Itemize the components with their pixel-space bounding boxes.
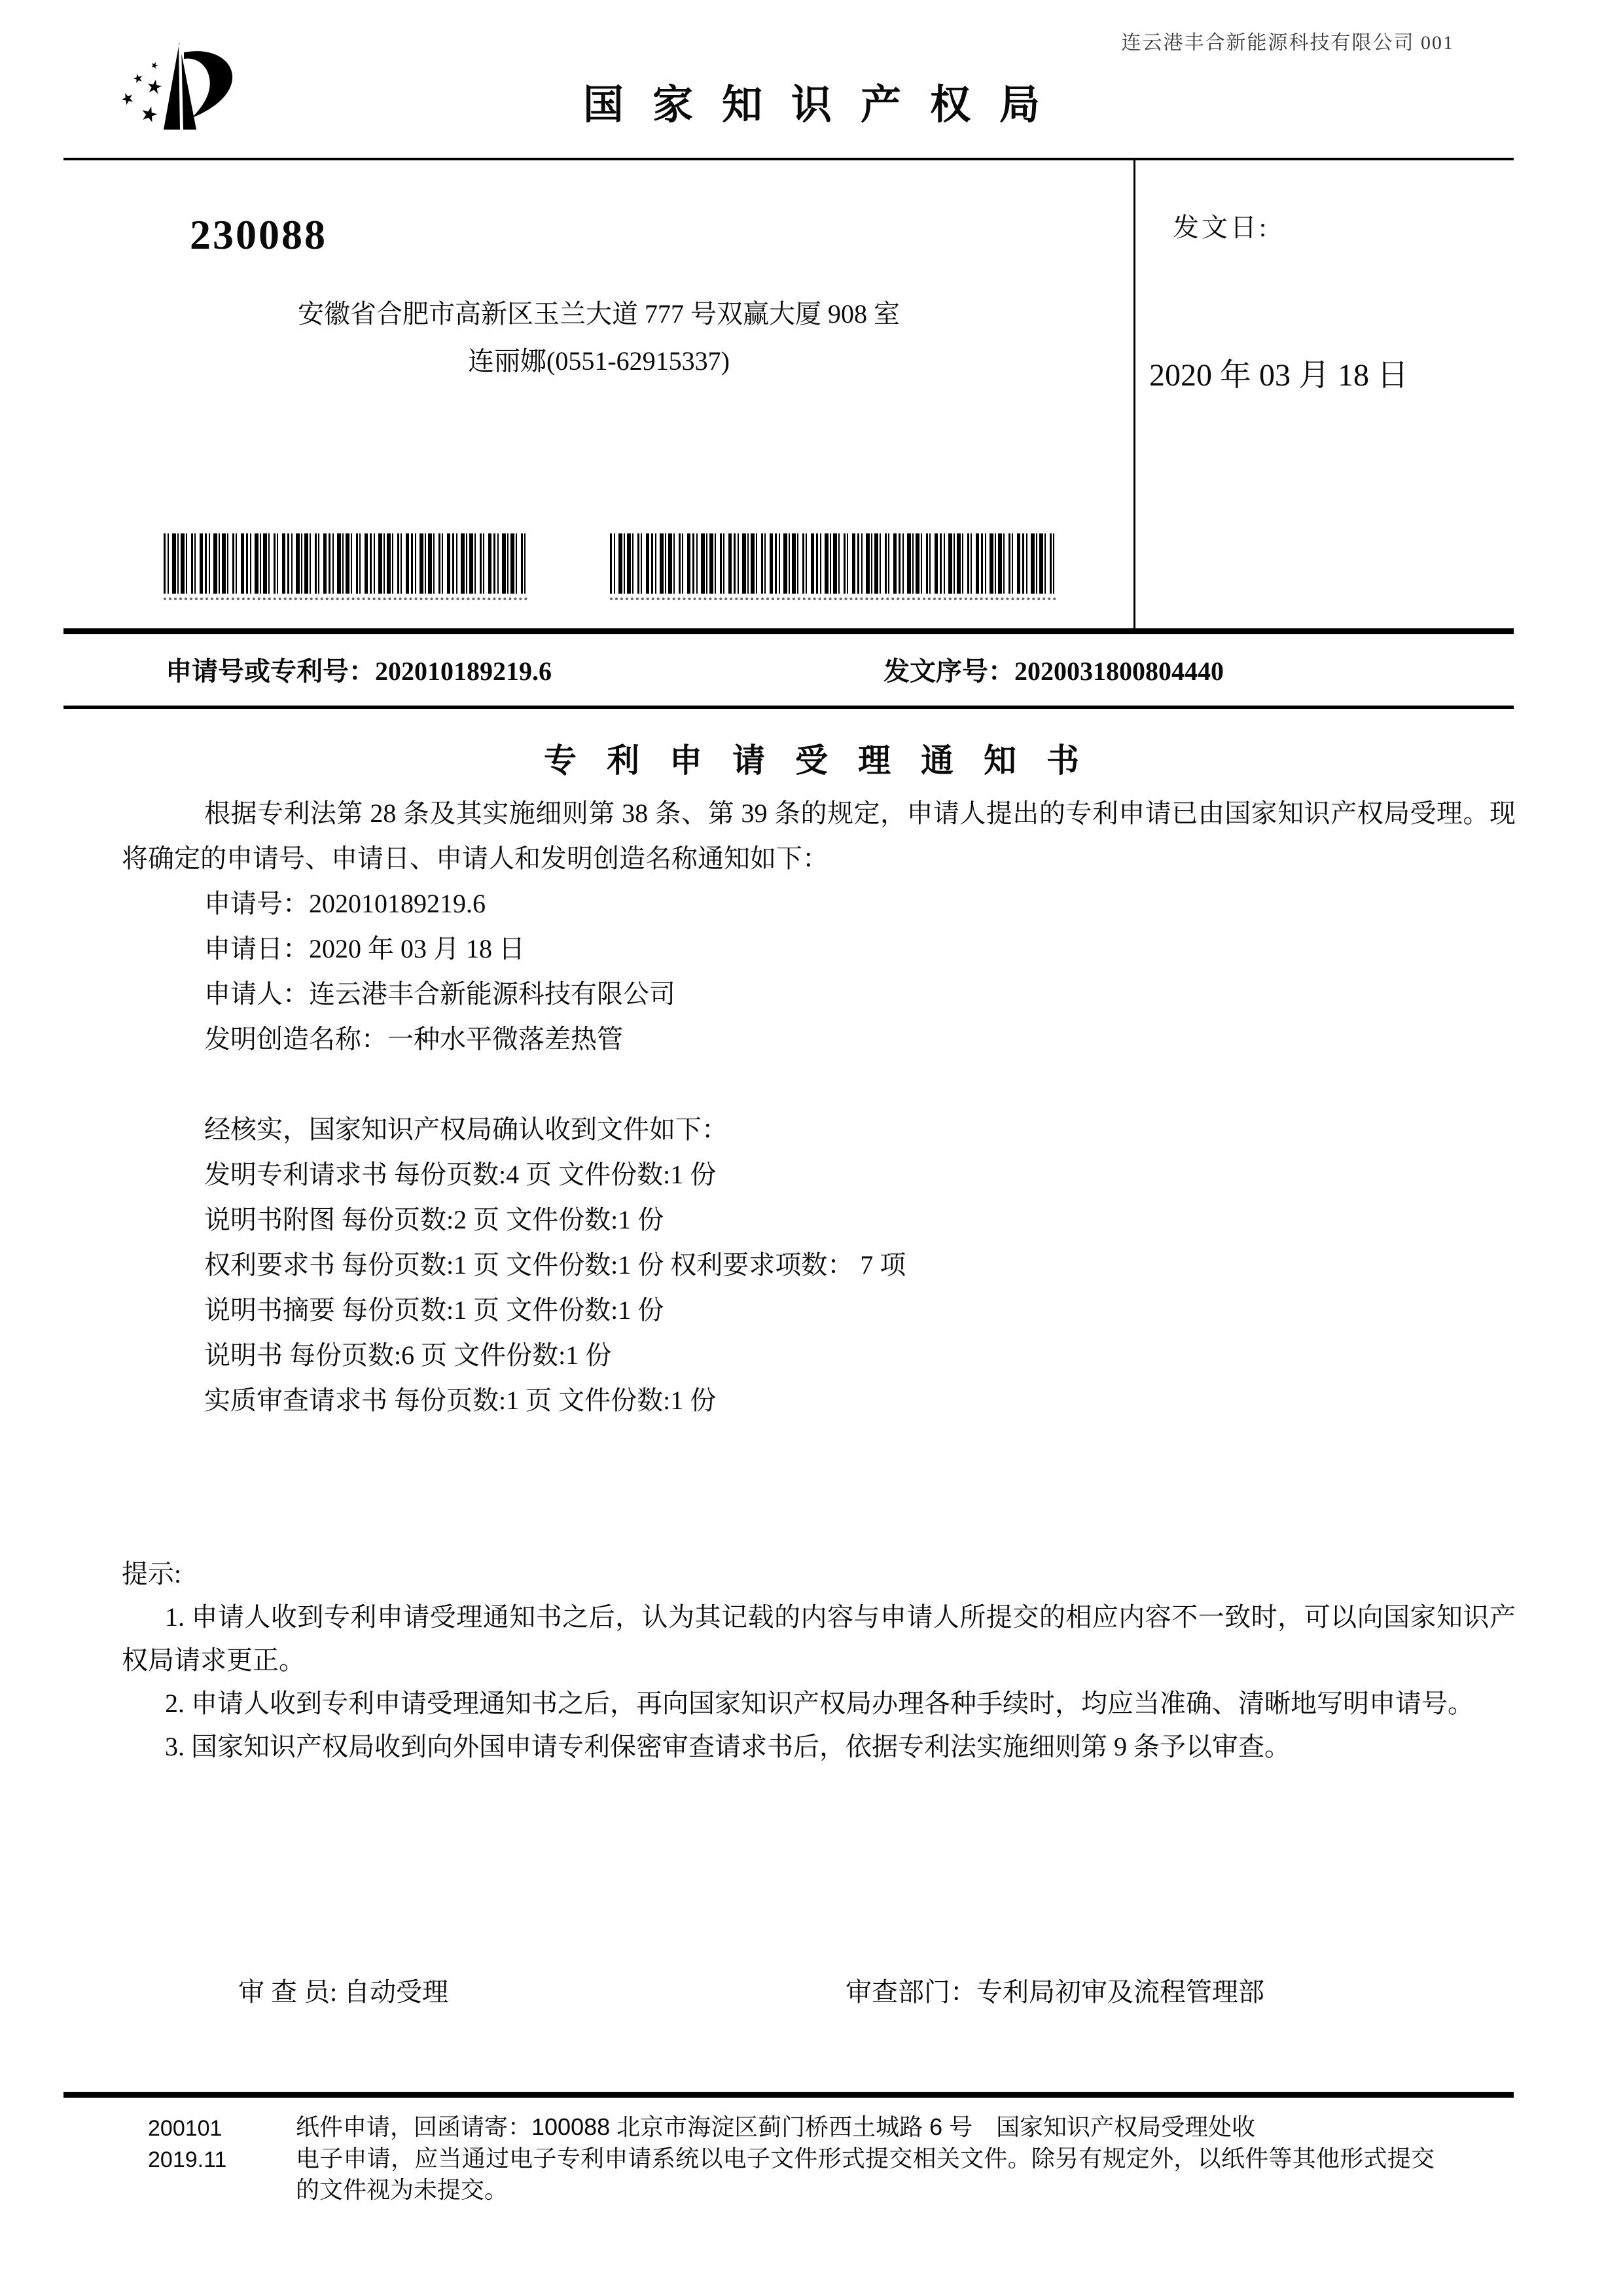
company-ref: 连云港丰合新能源科技有限公司 001 [1121,32,1454,54]
application-number-value: 202010189219.6 [375,656,552,686]
application-number-row [166,651,552,688]
field-label: 发明创造名称： [204,1024,387,1054]
field-value: 202010189219.6 [309,889,486,918]
field-value: 一种水平微落差热管 [387,1024,623,1054]
footer-rule [63,2092,1514,2098]
document-line: 权利要求书 每份页数:1 页 文件份数:1 份 权利要求项数： 7 项 [204,1250,906,1280]
spacer [122,1062,1516,1107]
document-line: 说明书 每份页数:6 页 文件份数:1 份 [204,1340,612,1370]
separator-rule-mid [63,706,1514,709]
field-label: 申请日： [204,934,309,963]
field-application-number [122,881,1516,926]
footer-form-code: 200101 [148,2116,223,2141]
examiner-row [238,1971,448,2009]
hint-item: 3. 国家知识产权局收到向外国申请专利保密审查请求书后，依据专利法实施细则第 9 条予以审查。 [165,1732,1291,1761]
notice-intro: 根据专利法第 28 条及其实施细则第 38 条、第 39 条的规定，申请人提出的专利申请已由国家知识产权局受理。现将确定的申请号、申请日、申请人和发明创造名称通知如下： [122,798,1516,873]
notice-body [122,791,1516,1423]
footer-electronic-line: 电子申请，应当通过电子专利申请系统以电子文件形式提交相关文件。除另有规定外，以纸件等其他形式提交的文件视为未提交。 [296,2145,1435,2203]
examiner-label: 审 查 员: [238,1977,338,2007]
field-value: 2020 年 03 月 18 日 [309,934,525,963]
office-title: 国家知识产权局 [582,83,1069,128]
examiner-value: 自动受理 [344,1977,449,2007]
document-line: 说明书附图 每份页数:2 页 文件份数:1 份 [204,1205,664,1234]
footer-paper-line: 纸件申请，回函请寄：100088 北京市海淀区蓟门桥西土城路 6 号 国家知识产权局受理处收 [296,2113,1256,2140]
application-number-label: 申请号或专利号： [166,656,375,686]
barcode-right [610,533,1056,600]
hint-item: 2. 申请人收到专利申请受理通知书之后，再向国家知识产权局办理各种手续时，均应当准确、清晰地写明申请号。 [165,1689,1474,1718]
date-box-divider [1133,158,1135,631]
field-value: 连云港丰合新能源科技有限公司 [309,979,675,1009]
barcode-left [164,533,527,600]
document-line: 实质审查请求书 每份页数:1 页 文件份数:1 份 [204,1386,717,1415]
department-label: 审查部门： [846,1977,976,2007]
field-label: 申请人： [204,979,309,1009]
hints-title: 提示: [122,1559,182,1588]
recipient-address: 安徽省合肥市高新区玉兰大道 777 号双赢大厦 908 室 [298,299,900,329]
notice-title: 专利申请受理通知书 [544,742,1109,779]
footer-form-code: 2019.11 [148,2147,227,2172]
recipient-postal-code: 230088 [190,211,327,258]
review-department-row [846,1971,1264,2009]
document-line: 发明专利请求书 每份页数:4 页 文件份数:1 份 [204,1160,717,1189]
footer-instructions [296,2111,1435,2206]
document-line: 说明书摘要 每份页数:1 页 文件份数:1 份 [204,1295,664,1325]
serial-number-row [883,651,1224,688]
serial-number-label: 发文序号： [883,656,1014,686]
field-applicant [122,971,1516,1016]
cnipa-logo [120,39,251,137]
field-invention-title [122,1016,1516,1062]
department-value: 专利局初审及流程管理部 [976,1977,1264,2007]
issue-date-label: 发文日: [1173,213,1270,242]
footer-form-codes [148,2113,226,2176]
header-rule [63,158,1514,160]
serial-number-value: 2020031800804440 [1014,656,1224,686]
separator-rule-thick [63,628,1514,634]
field-application-date [122,926,1516,971]
field-label: 申请号： [204,889,309,918]
recipient-contact: 连丽娜(0551-62915337) [468,346,730,376]
hints-section [122,1552,1516,1768]
hint-item: 1. 申请人收到专利申请受理通知书之后，认为其记载的内容与申请人所提交的相应内容不一致时，可以向国家知识产权局请求更正。 [122,1602,1516,1675]
received-intro: 经核实，国家知识产权局确认收到文件如下： [204,1115,728,1144]
issue-date-value: 2020 年 03 月 18 日 [1149,358,1409,393]
